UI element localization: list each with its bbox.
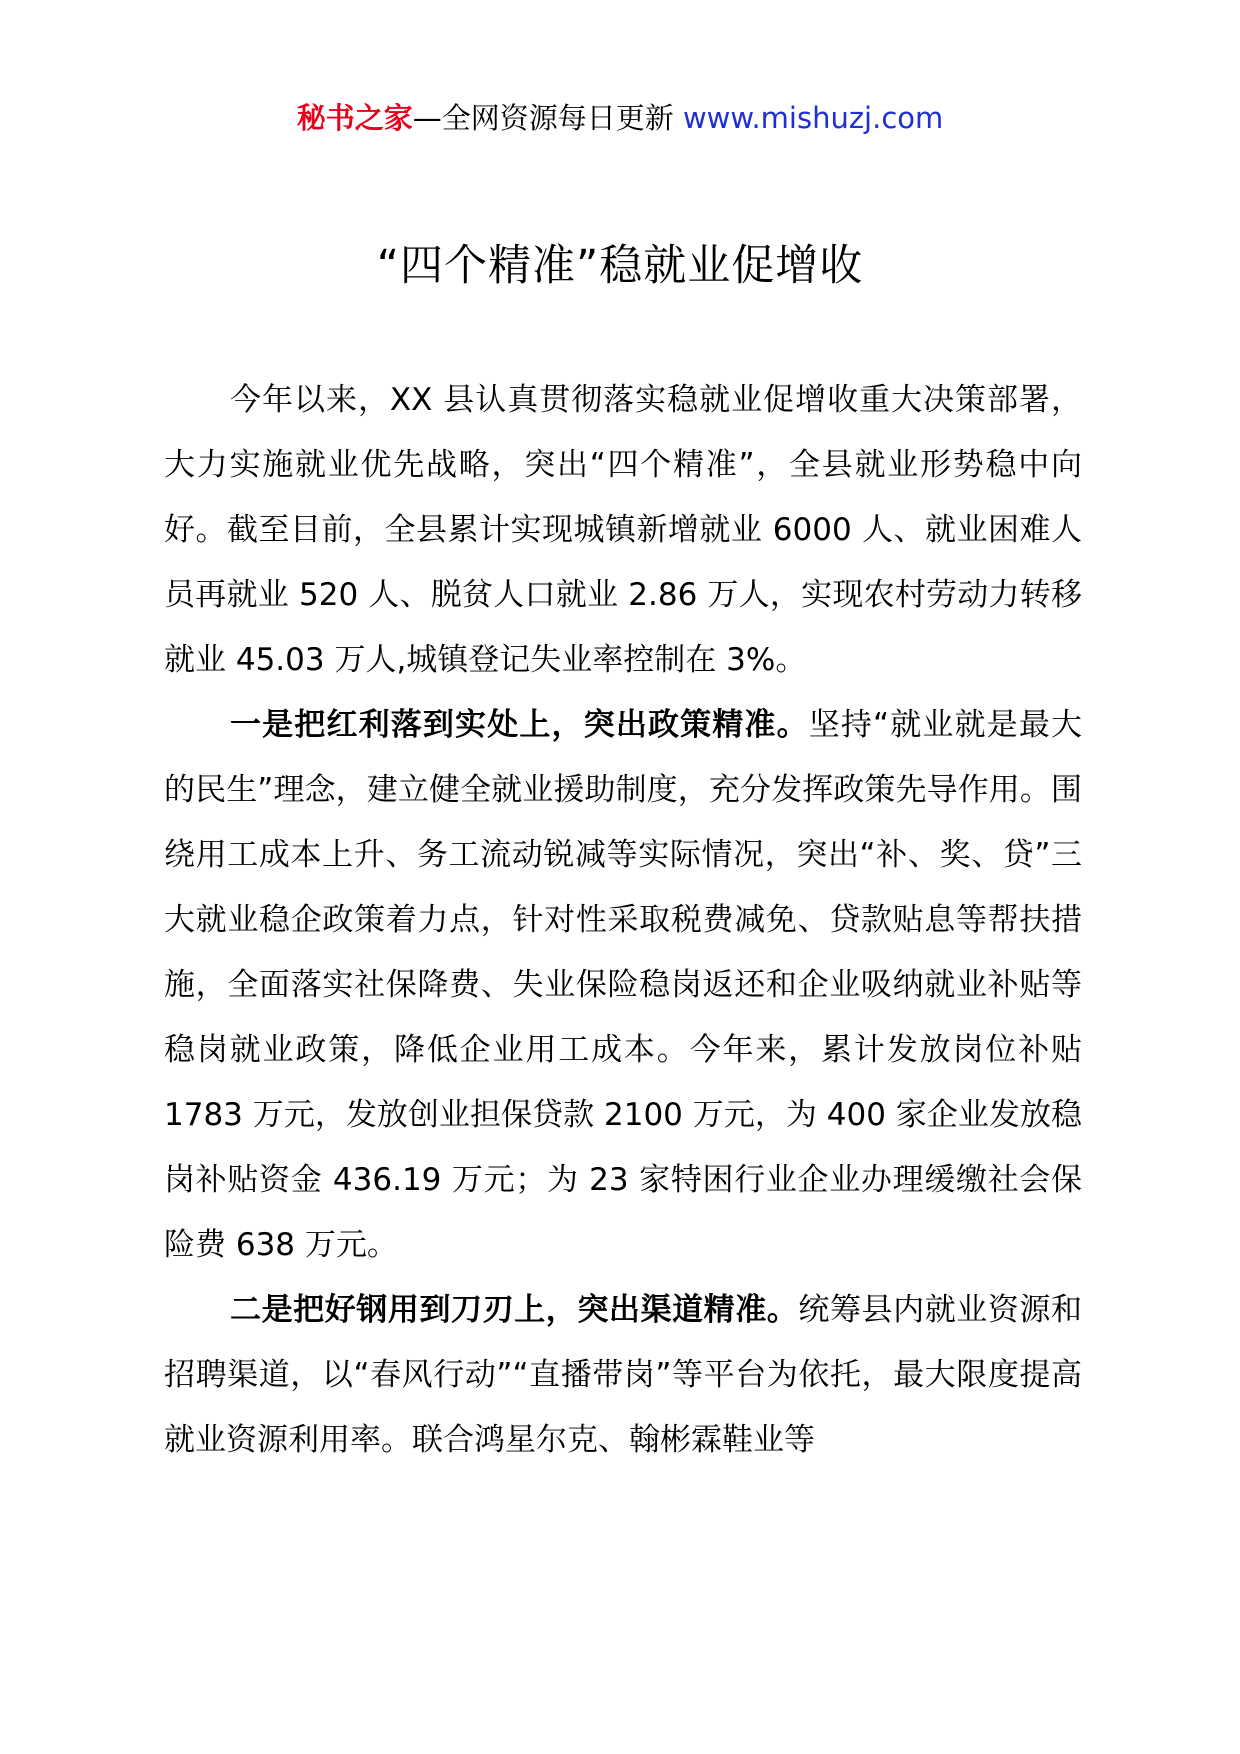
document-body [164,368,1082,1473]
site-url-link[interactable]: www.mishuzj.com [682,101,944,135]
paragraph-intro [164,368,1082,693]
document-title: “四个精准”稳就业促增收 [376,241,864,291]
paragraph-channel [164,1278,1082,1473]
brand-name: 秘书之家 [296,101,413,135]
paragraph-text: 坚持“就业就是最大的民生”理念，建立健全就业援助制度，充分发挥政策先导作用。围绕用工成本上升、务工流动锐减等实际情况，突出“补、奖、贷”三大就业稳企政策着力点，针对性采取税费减免、贷款贴息等帮扶措施，全面落实社保降费、失业保险稳岗返还和企业吸纳就业补贴等稳岗就业政策，降低企业用工成本。今年来，累计发放岗位补贴 1783 万元，发放创业担保贷款 2100 万元，为 400 家企业发放稳岗补贴资金 436.19 万元；为 23 家特困行业企业办理缓缴社会保险费 638 万元。 [164,707,1083,1263]
paragraph-text: 今年以来，XX 县认真贯彻落实稳就业促增收重大决策部署，大力实施就业优先战略，突出“四个精准”，全县就业形势稳中向好。截至目前，全县累计实现城镇新增就业 6000 人、就业困难人员再就业 520 人、脱贫人口就业 2.86 万人，实现农村劳动力转移就业 45.03 万人,城镇登记失业率控制在 3%。 [164,382,1082,678]
paragraph-text: 统筹县内就业资源和招聘渠道，以“春风行动”“直播带岗”等平台为依托，最大限度提高就业资源利用率。联合鸿星尔克、翰彬霖鞋业等 [164,1292,1083,1458]
site-header [0,98,1240,138]
header-tagline: —全网资源每日更新 [412,101,674,135]
paragraph-lead: 一是把红利落到实处上，突出政策精准。 [230,707,809,743]
paragraph-lead: 二是把好钢用到刀刃上，突出渠道精准。 [230,1292,799,1328]
paragraph-policy [164,693,1082,1278]
